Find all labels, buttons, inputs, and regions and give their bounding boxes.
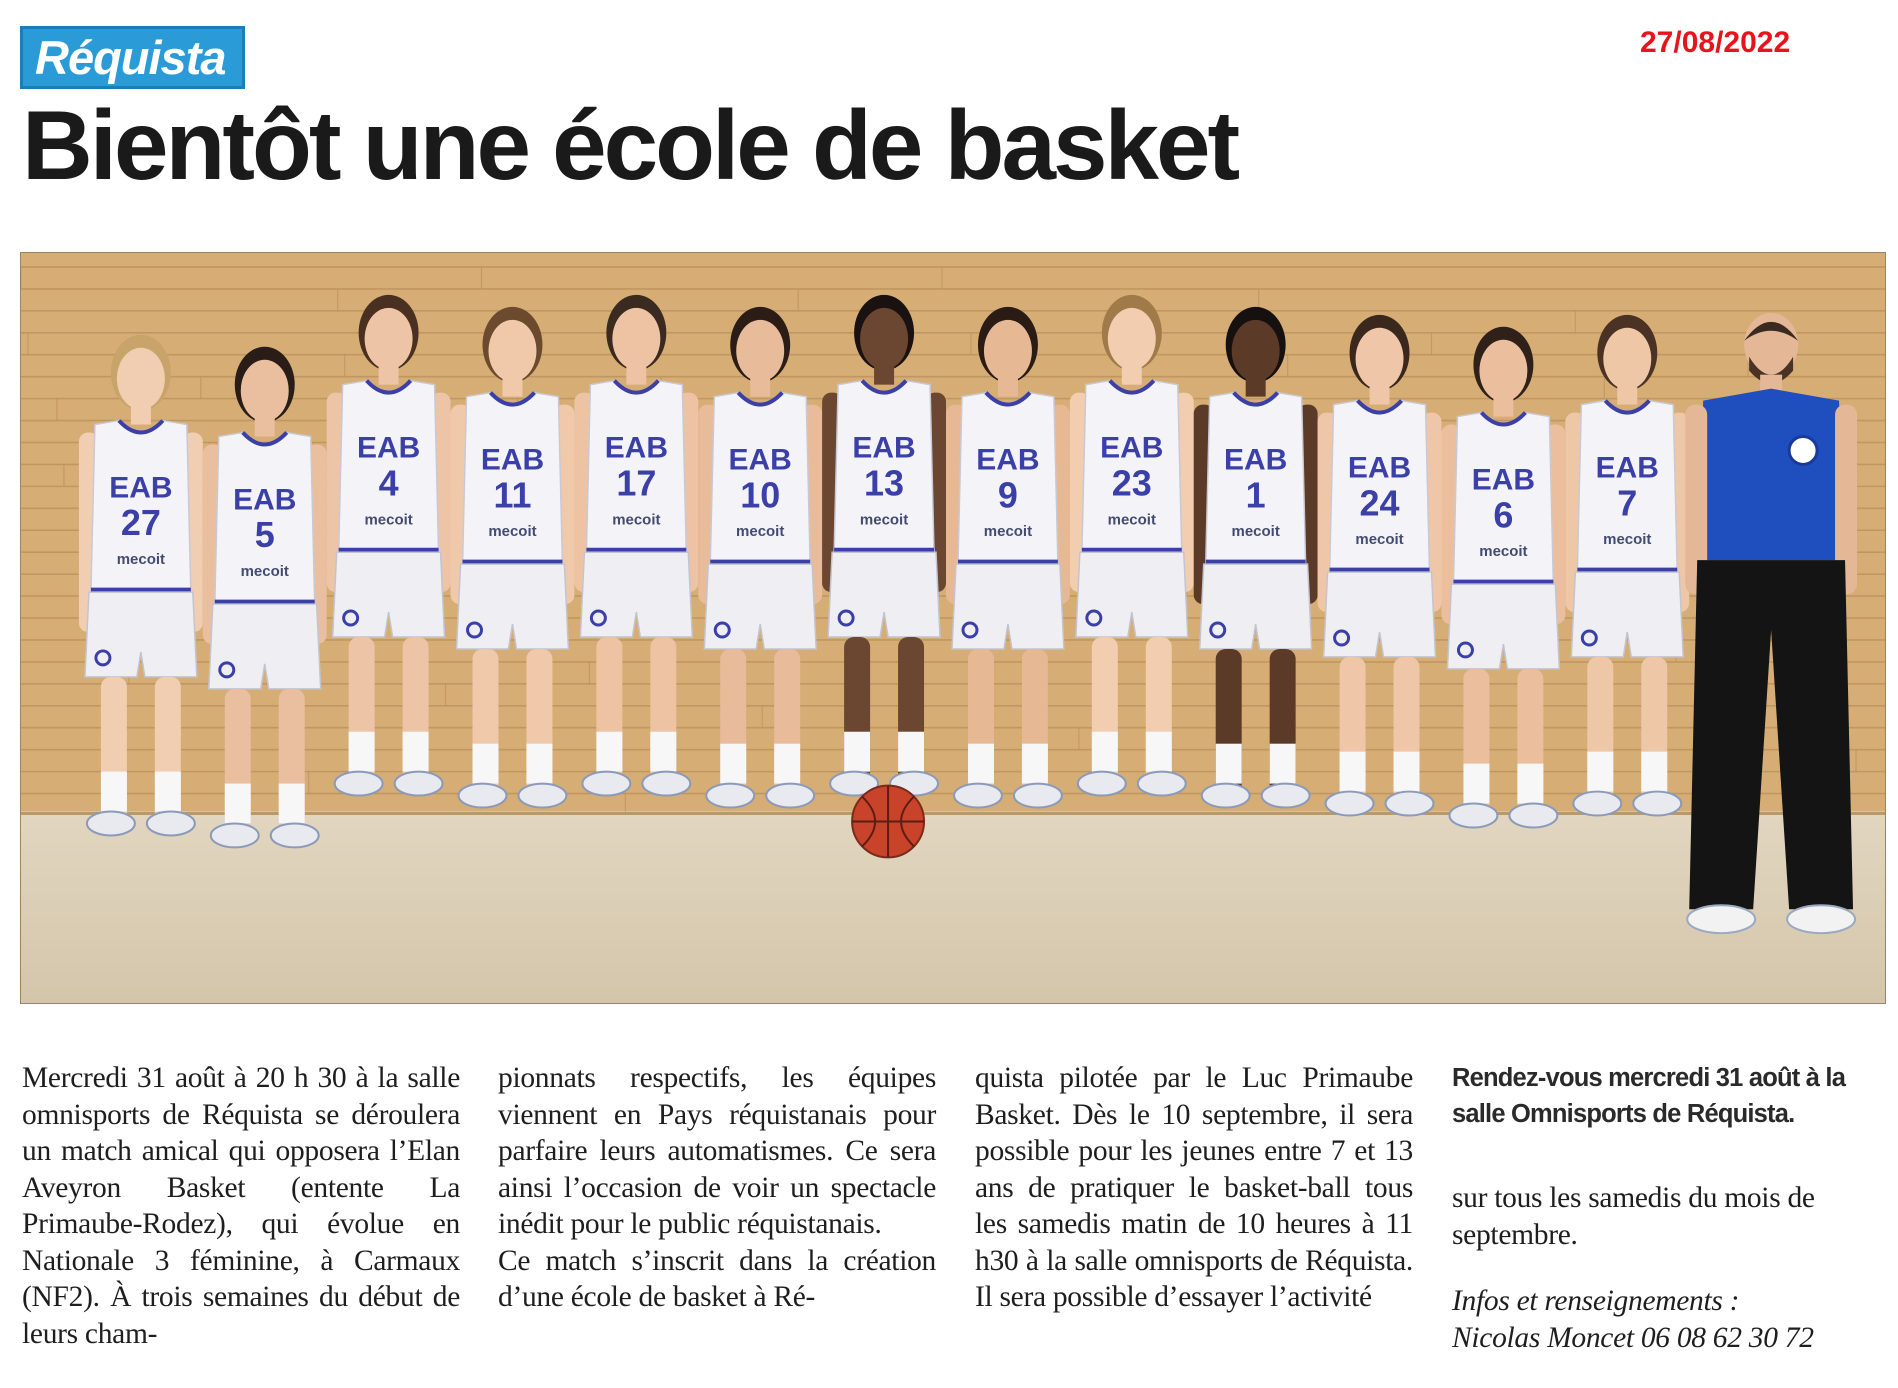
jersey-number: 23 (1111, 462, 1152, 504)
section-tag-label: Réquista (35, 31, 226, 84)
infos-label: Infos et renseignements : (1452, 1285, 1740, 1317)
team-photo-illustration (21, 253, 1885, 1003)
jersey-sponsor: mecoit (240, 563, 289, 581)
jersey-number: 4 (378, 462, 399, 504)
article-column-2 (498, 1060, 936, 1316)
jersey-label: EAB (1224, 443, 1288, 477)
callout-box: Rendez-vous mercredi 31 août à la salle Omnisports de Réquista. (1452, 1064, 1846, 1128)
shoe (954, 784, 1002, 808)
player-face (117, 348, 165, 410)
shoe (1449, 804, 1497, 828)
jersey-number: 24 (1359, 482, 1400, 524)
jersey-sponsor: mecoit (736, 523, 785, 541)
player-face (1108, 308, 1156, 370)
jersey-sponsor: mecoit (364, 511, 413, 529)
shoe (706, 784, 754, 808)
infos-contact: Nicolas Moncet 06 08 62 30 72 (1452, 1321, 1814, 1354)
shoe (459, 784, 507, 808)
shoe (1202, 784, 1250, 808)
jersey-label: EAB (480, 443, 545, 477)
coach-shirt (1697, 389, 1845, 561)
shoe (1509, 804, 1557, 828)
article-paragraph-2: pionnats respectifs, les équipes viennent en Pays réquistanais pour parfaire leurs automatismes. Ce sera ainsi l’occasion de voir un spectacle inédit pour le public réquistanais. (498, 1062, 936, 1240)
shoe (1573, 792, 1621, 816)
jersey-sponsor: mecoit (1355, 531, 1404, 549)
jersey-sponsor: mecoit (1107, 511, 1156, 529)
jersey-label: EAB (233, 483, 297, 517)
player-face (1479, 340, 1527, 402)
shoe (87, 812, 135, 836)
jersey-number: 7 (1617, 482, 1638, 524)
jersey-number: 27 (120, 502, 161, 544)
shoe (518, 784, 566, 808)
player-face (365, 308, 413, 370)
player-face (984, 320, 1032, 382)
basketball (852, 786, 924, 858)
player-face (736, 320, 784, 382)
shoe (1326, 792, 1374, 816)
shoe (1138, 772, 1186, 796)
jersey-label: EAB (356, 431, 421, 465)
article-paragraph-1: Mercredi 31 août à 20 h 30 à la salle omnisports de Réquista se déroulera un match amical qui opposera l’Elan Aveyron Basket (entente La Primaube-Rodez), qui évolue en Nationale 3 féminine, à Carmaux (NF2). À trois semaines du début de leurs cham- (22, 1062, 460, 1350)
jersey-label: EAB (604, 431, 668, 465)
team-photo (20, 252, 1886, 1004)
jersey-number: 9 (997, 474, 1018, 516)
jersey-number: 13 (864, 462, 905, 504)
jersey-number: 1 (1245, 474, 1266, 516)
shoe (1014, 784, 1062, 808)
shoe (582, 772, 630, 796)
shoe (1386, 792, 1434, 816)
shoe (1078, 772, 1126, 796)
jersey-number: 5 (254, 514, 275, 556)
article-paragraph-4: quista pilotée par le Luc Primaube Basket. Dès le 10 septembre, il sera possible pour les jeunes entre 7 et 13 ans de pratiquer le basket-ball tous les samedis matin de 10 heures à 11 h30 à la salle omnisports de Réquista. Il sera possible d’essayer l’activité (975, 1062, 1413, 1313)
player-face (612, 308, 660, 370)
article-column-1 (22, 1060, 460, 1352)
jersey-number: 10 (740, 474, 781, 516)
jersey-label: EAB (1347, 451, 1412, 485)
jersey-sponsor: mecoit (1603, 531, 1652, 549)
section-tag (20, 26, 245, 89)
jersey-label: EAB (852, 431, 916, 465)
shoe (211, 823, 259, 847)
jersey-label: EAB (976, 443, 1040, 477)
shoe (335, 772, 383, 796)
article-paragraph-5: sur tous les samedis du mois de septembre. (1452, 1182, 1815, 1251)
jersey-number: 6 (1493, 494, 1514, 536)
jersey-number: 11 (493, 474, 532, 516)
article-paragraph-3: Ce match s’inscrit dans la création d’une école de basket à Ré- (498, 1244, 936, 1313)
jersey-label: EAB (1471, 463, 1536, 497)
jersey-label: EAB (109, 471, 173, 505)
jersey-sponsor: mecoit (859, 511, 909, 529)
article-column-4 (1452, 1060, 1892, 1356)
player-face (241, 360, 289, 422)
jersey-sponsor: mecoit (488, 523, 537, 541)
jersey-sponsor: mecoit (612, 511, 661, 529)
jersey-label: EAB (1595, 451, 1659, 485)
jersey-label: EAB (1100, 431, 1164, 465)
player-face (1356, 328, 1404, 390)
article-column-3 (975, 1060, 1413, 1316)
shoe (766, 784, 814, 808)
jersey-sponsor: mecoit (1479, 543, 1528, 561)
shoe (642, 772, 690, 796)
shoe (1633, 792, 1681, 816)
player-face (1232, 320, 1280, 382)
jersey-sponsor: mecoit (983, 523, 1033, 541)
shoe (147, 812, 195, 836)
shoe (1262, 784, 1310, 808)
jersey-sponsor: mecoit (116, 551, 166, 569)
jersey-sponsor: mecoit (1231, 523, 1280, 541)
player-face (1603, 328, 1651, 390)
jersey-number: 17 (616, 462, 657, 504)
player-face (860, 308, 908, 370)
headline: Bientôt une école de basket (22, 90, 1238, 200)
player-face (488, 320, 536, 382)
publication-date: 27/08/2022 (1640, 26, 1791, 59)
shoe (395, 772, 443, 796)
jersey-label: EAB (728, 443, 792, 477)
shoe (271, 823, 319, 847)
